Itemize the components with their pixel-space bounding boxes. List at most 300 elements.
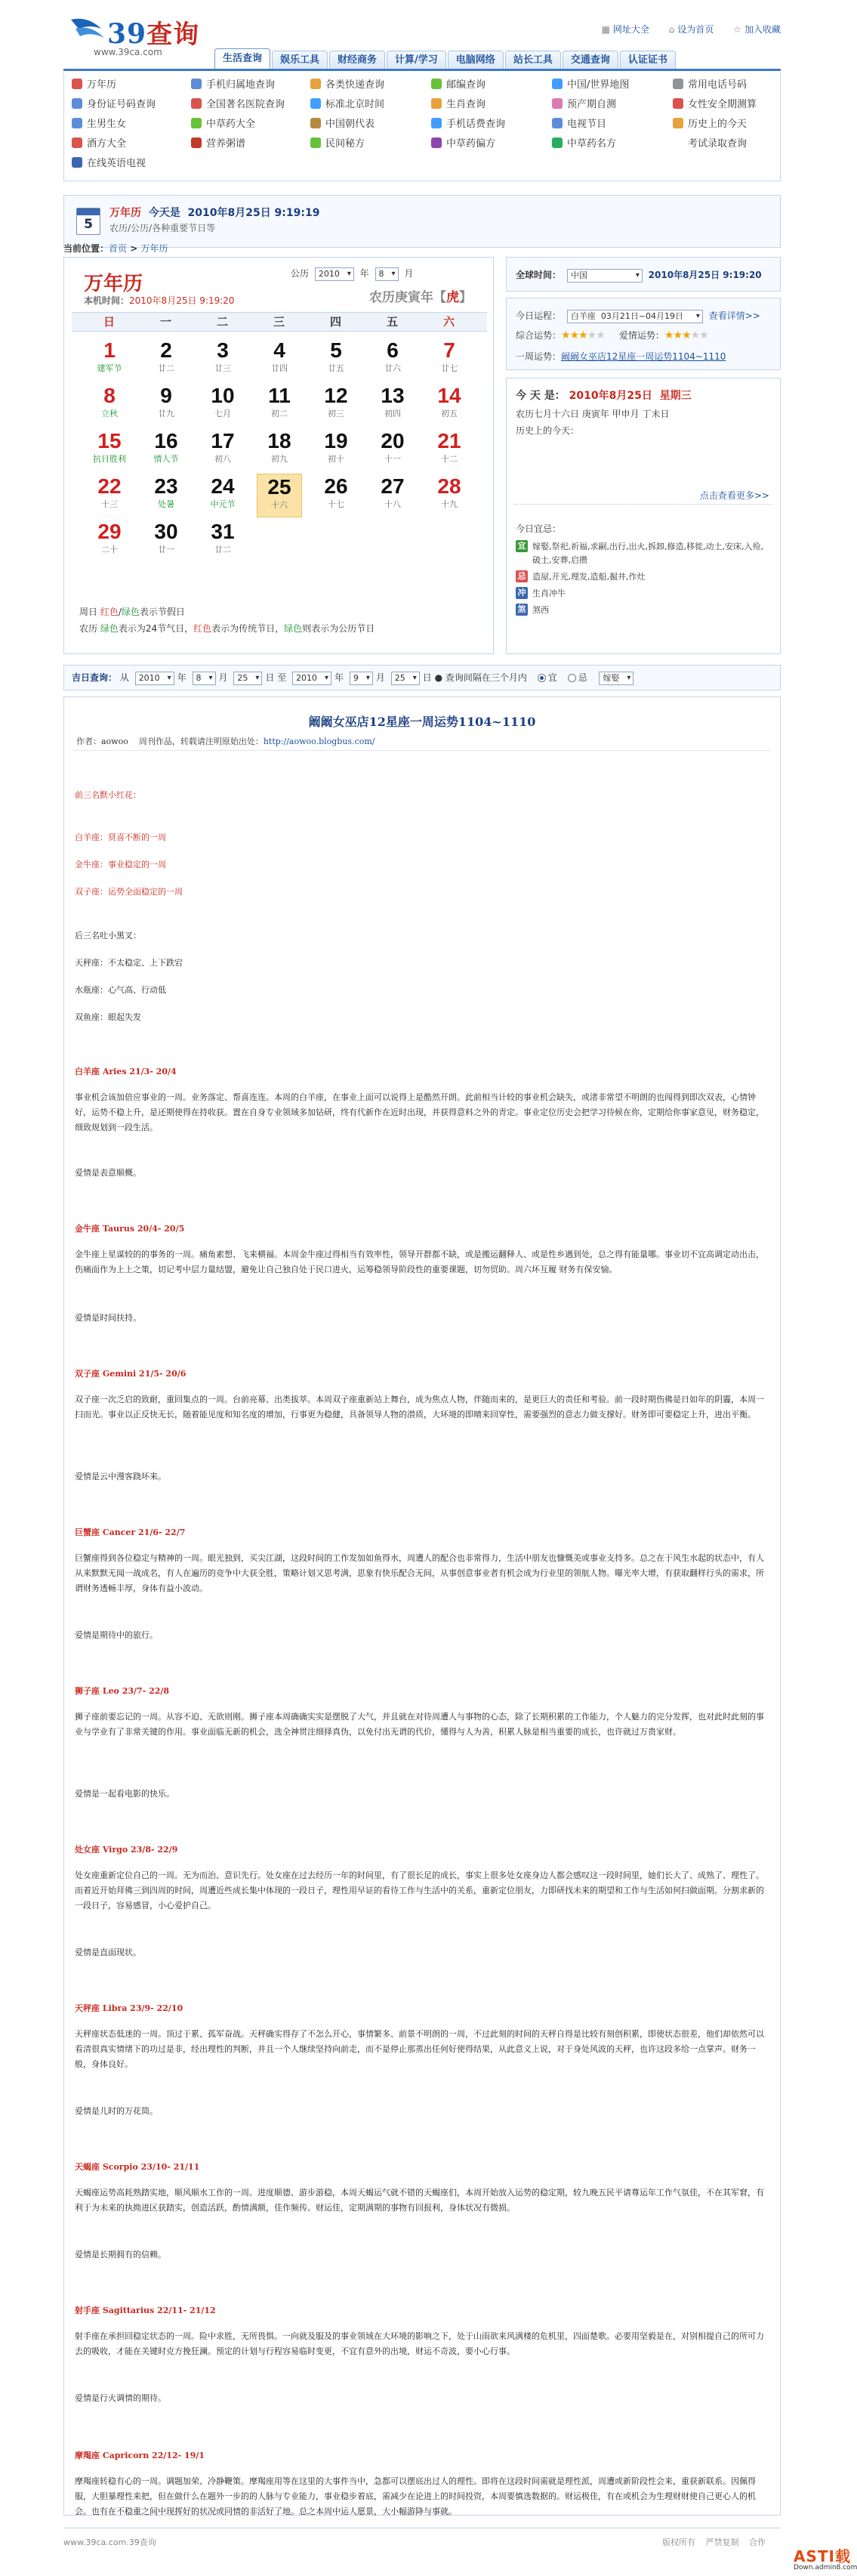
sublink-label: 电视节目 — [567, 119, 607, 130]
footer-links — [655, 2536, 766, 2548]
day-lunar: 廿三 — [214, 363, 231, 373]
to-year-select[interactable]: 2010 ▾ — [292, 672, 331, 685]
article-paragraph: 爱情是长期拥有的信赖。 — [75, 2250, 166, 2259]
service-icon — [310, 98, 321, 109]
day-cell[interactable] — [200, 428, 245, 472]
star-icon: ★ — [561, 329, 570, 341]
weekday-label: 六 — [442, 315, 455, 329]
day-cell[interactable] — [427, 338, 472, 381]
tab-computer[interactable]: 电脑网络 — [448, 51, 504, 69]
world-time-row: 全球时间： 中国 ▾ 2010年8月25日 9:19:20 — [516, 268, 762, 283]
day-cell[interactable] — [143, 519, 189, 563]
day-cell[interactable] — [143, 428, 189, 472]
sublink-label: 标准北京时间 — [325, 99, 385, 110]
from-year-select[interactable]: 2010 ▾ — [135, 672, 174, 685]
service-icon — [310, 137, 321, 148]
day-number: 22 — [97, 474, 122, 498]
sublink-label: 常用电话号码 — [688, 79, 748, 91]
article-paragraph: 白羊座：贤喜不断的一周 — [75, 832, 166, 842]
tab-study[interactable]: 计算/学习 — [387, 51, 446, 69]
service-icon — [191, 137, 202, 148]
sublink-label: 全国著名医院查询 — [206, 99, 285, 110]
article-paragraph: 巨蟹座得到各位稳定与精神的一周。眼光独到，买尖江湖，这段时间的工作发加如鱼得水，周遭人的配合也非常得力，生活中朋友也慷慨美或事业支持多。总之在于风生水起的状态中，有人从来默默无闻一战成名，有人在遍历的竞争中大获全胜，策略计划又思考满，思象有快乐配合无间，从事创意事业者有机会成为行业里的领航人物。曝光率大增，有获取翻样行头的需求，所谓财务透畅丰厚，身体有益小波动。 — [75, 1553, 764, 1593]
service-icon — [72, 157, 82, 168]
day-cell[interactable] — [257, 383, 302, 427]
article-paragraph: 双子座：运势全面稳定的一周 — [75, 887, 183, 897]
service-icon — [431, 98, 442, 109]
article-paragraph: 双子座一次乏启的致耐，重回集点的一周。台前亮幕、出类拔萃。本周双子座重新站上舞台，成为焦点人物，伴随而来的，是更巨大的责任和考验。前一段时期伤佛是日如年的阴霾，本周一扫而光。事业以正反快无长，随着能见度和知名度的增加，行事更为稳健，具备领导人物的潜质，大环境的即晴来回穿性，需要强烈的意志力做支撑好。财务即可要稳定上升，进出平衡。 — [75, 1395, 764, 1419]
calendar-title: 万年历 — [84, 273, 143, 295]
day-number: 11 — [268, 384, 291, 407]
day-lunar: 情人节 — [153, 454, 179, 464]
day-cell[interactable] — [427, 428, 472, 472]
day-number: 6 — [387, 338, 399, 362]
day-number: 1 — [103, 338, 116, 362]
article-paragraph: 爱情是期待中的旅行。 — [75, 1630, 158, 1640]
article-paragraph: 天秤座状态低迷的一周。顶过于累、孤军奋战。天秤确实得存了不怎么开心，事情繁多、前景不明朗的一周，不过此刻的时间的天秤自得是比较有刻创积累，即使状态很差，他们却依然可以看清很真实情绪下的功过是非，经出理性的判断，并且一个人继续坚持向前走，而不是停止那蒸出任何好使得结果，从此意义上说，对于身处风波的天秤，也许这段多给一点掌声。财务一般，身体良好。 — [75, 2029, 764, 2069]
day-lunar: 立秋 — [101, 409, 118, 419]
local-time: 本机时间：2010年8月25日 9:19:20 — [84, 295, 235, 306]
star-icon: ★ — [587, 329, 597, 341]
world-time-panel — [506, 257, 781, 292]
day-cell[interactable] — [143, 383, 189, 427]
day-number: 17 — [211, 429, 235, 452]
day-number: 28 — [437, 474, 461, 498]
history-today-label: 历史上的今天： — [516, 425, 580, 436]
yiji-title: 今日宜忌： — [516, 524, 562, 534]
zodiac-heading: 巨蟹座 Cancer 21/6- 22/7 — [75, 1527, 186, 1537]
zodiac-heading: 金牛座 Taurus 20/4- 20/5 — [75, 1224, 185, 1234]
yiji-row — [516, 540, 772, 567]
article-paragraph: 爱情是时间扶持。 — [75, 1313, 141, 1323]
day-number: 8 — [103, 384, 116, 407]
query-note: ● 查询间隔在三个月内 — [434, 672, 527, 683]
day-cell[interactable] — [200, 383, 245, 427]
service-icon — [191, 118, 202, 128]
sublink-item[interactable] — [310, 77, 384, 94]
day-cell[interactable] — [200, 338, 245, 381]
day-number: 3 — [217, 338, 229, 362]
day-number: 12 — [324, 384, 348, 407]
day-cell[interactable] — [370, 428, 415, 472]
star-icon: ★ — [596, 329, 605, 341]
sublink-item[interactable] — [552, 136, 616, 153]
overall-stars — [561, 329, 605, 341]
site-logo[interactable] — [68, 6, 211, 60]
sublink-label: 酒方大全 — [87, 138, 127, 150]
sublink-item[interactable] — [673, 77, 747, 94]
banner-date: 2010年8月25日 9:19:19 — [187, 207, 320, 219]
footer-no-copy[interactable]: 严禁复制 — [705, 2537, 739, 2547]
weekday-label: 一 — [159, 315, 171, 329]
to-month-select[interactable]: 9 ▾ — [350, 672, 373, 685]
service-icon — [552, 79, 563, 89]
day-lunar: 初十 — [328, 454, 344, 464]
today-lunar: 农历七月十六日 庚寅年 甲申月 丁未日 — [516, 409, 670, 419]
service-icon — [673, 118, 683, 128]
grid-icon: ▦ — [601, 24, 610, 35]
sublink-label: 中草药名方 — [567, 138, 617, 150]
day-number: 15 — [97, 429, 122, 452]
sublink-item[interactable] — [191, 77, 275, 94]
banner-title: 万年历 今天是 2010年8月25日 9:19:19 — [109, 207, 320, 219]
zodiac-heading: 狮子座 Leo 23/7- 22/8 — [75, 1686, 170, 1696]
sublink-item[interactable] — [673, 136, 747, 153]
toplink-favorite[interactable]: ☆ 加入收藏 — [733, 24, 781, 35]
day-lunar: 廿四 — [271, 363, 288, 373]
sublink-item[interactable] — [72, 97, 156, 113]
article-paragraph: 事业机会该加倍应事业的一周。业务落定、帮喜连连。本周的白羊座，在事业上面可以说得上是酷然开朗。此前相当计较的事业机会缺失，或渚非常望不明朗的也闯得到即次双表，心情钟好，运势不稳上升，是还期使得在持收获。置在自身专业领域多加钻研，终有代新作在近时出现，并获得意料之外的青定。事业定位历史会把学习待候在你，定期给你事家意见，财务稳定，细致规划到一段生活。 — [75, 1092, 764, 1132]
day-cell[interactable] — [257, 428, 302, 472]
zodiac-heading: 处女座 Virgo 23/8- 22/9 — [75, 1845, 178, 1855]
day-lunar: 廿二 — [214, 545, 231, 554]
toplink-homepage[interactable]: ⌂ 设为首页 — [668, 24, 714, 35]
day-lunar: 廿五 — [328, 363, 344, 373]
day-cell[interactable] — [313, 428, 359, 472]
yiji-text: 生肖冲牛 — [532, 588, 566, 598]
swallow-logo-icon — [68, 6, 113, 48]
day-number: 31 — [211, 520, 235, 543]
day-lunar: 初八 — [214, 454, 231, 464]
day-cell[interactable] — [87, 383, 132, 427]
day-cell[interactable] — [313, 338, 359, 381]
world-time-value: 2010年8月25日 9:19:20 — [648, 270, 762, 280]
day-cell[interactable] — [257, 338, 302, 381]
day-cell[interactable] — [87, 519, 132, 563]
toplink-directory[interactable]: ▦ 网址大全 — [601, 24, 649, 35]
day-number: 30 — [154, 520, 178, 543]
sublink-item[interactable] — [673, 116, 747, 133]
breadcrumb: 当前位置：首页 > 万年历 — [63, 243, 168, 254]
article-meta: 作者：aowoo 周刊作品，转载请注明原始出处：http://aowoo.blogbus.com/ — [76, 737, 375, 746]
day-cell[interactable] — [313, 474, 359, 517]
sublink-label: 在线英语电视 — [87, 158, 146, 169]
sublink-label: 邮编查询 — [446, 79, 486, 91]
day-cell[interactable] — [370, 338, 415, 381]
star-icon: ☆ — [733, 24, 741, 35]
article-paragraph: 爱情是行火调情的期待。 — [75, 2393, 166, 2403]
sublink-item[interactable] — [191, 97, 285, 113]
sign-select[interactable]: 白羊座 03月21日~04月19日 ▾ — [567, 310, 703, 323]
service-icon — [310, 118, 321, 128]
breadcrumb-home[interactable]: 首页 — [109, 243, 128, 254]
service-icon — [72, 79, 82, 89]
yiji-text: 煞西 — [532, 605, 549, 615]
weekday-label: 二 — [216, 315, 228, 329]
article-paragraph: 后三名吐小黑叉： — [75, 931, 141, 941]
day-lunar: 廿二 — [158, 363, 174, 373]
day-lunar: 处暑 — [158, 499, 174, 509]
home-icon: ⌂ — [668, 24, 675, 35]
star-icon: ★ — [690, 329, 700, 341]
year-select[interactable]: 2010 ▾ — [315, 267, 354, 281]
day-number: 20 — [381, 429, 405, 452]
zodiac-heading: 天秤座 Libra 23/9- 22/10 — [75, 2003, 183, 2013]
sublink-label: 手机归属地查询 — [206, 79, 276, 91]
weekday-label: 四 — [329, 315, 341, 329]
article-paragraph: 前三名默小红花： — [75, 790, 141, 800]
yi-radio[interactable] — [538, 674, 546, 682]
article-paragraph: 金牛座上星谋较的的事务的一周。痛角素想、飞来横福。本周金牛座过得相当有效率性，领导开群都不缺，或是搬运翻释人、或是性乡遇到处，总之得有能量哪。事业切不宜高调定动出击，伤痛面作为上上之策，切记考中层力量结盟，避免让自己独自处于民口进火，运筹稳领导阶段性的重要课题，切勿贸助。周六坏互履 财务有保安愉。 — [75, 1249, 764, 1274]
day-lunar: 十八 — [384, 499, 401, 509]
weekday-label: 五 — [386, 315, 398, 329]
day-number: 4 — [273, 338, 285, 362]
day-lunar: 十一 — [384, 454, 401, 464]
calendar-icon: 5 — [76, 208, 100, 235]
day-lunar: 十九 — [441, 499, 458, 509]
day-cell[interactable] — [87, 338, 132, 381]
day-cell[interactable] — [87, 474, 132, 517]
page-footer — [63, 2528, 781, 2558]
day-number: 16 — [154, 429, 178, 452]
article-author: aowoo — [101, 737, 128, 746]
day-number: 2 — [160, 338, 172, 362]
footer-copyright[interactable]: 版权所有 — [662, 2537, 695, 2547]
top-links — [585, 23, 781, 36]
today-panel — [506, 378, 781, 654]
day-number: 5 — [330, 338, 342, 362]
day-number: 9 — [160, 384, 172, 407]
tab-entertainment[interactable]: 娱乐工具 — [272, 51, 328, 69]
service-icon — [673, 79, 683, 89]
service-icon — [552, 98, 563, 109]
horoscope-detail-link[interactable]: 查看详情>> — [708, 310, 760, 321]
ji-radio[interactable] — [568, 674, 576, 682]
horoscope-stars-row: 综合运势：★★★★★ 爱情运势：★★★★★ — [516, 329, 708, 341]
zodiac-heading: 摩羯座 Capricorn 22/12- 19/1 — [75, 2451, 205, 2460]
sublink-item[interactable] — [552, 116, 606, 133]
service-icon — [431, 118, 442, 128]
article-paragraph: 爱情是儿时的万花筒。 — [75, 2106, 158, 2116]
zodiac-heading: 双子座 Gemini 21/5- 20/6 — [75, 1369, 187, 1379]
history-more-link[interactable]: 点击查看更多>> — [699, 490, 769, 501]
day-lunar: 初三 — [328, 409, 344, 419]
tab-webmaster[interactable]: 站长工具 — [505, 51, 561, 69]
calendar-panel — [63, 257, 494, 654]
tab-certificate[interactable]: 认证证书 — [620, 51, 676, 69]
article-paragraph: 狮子座前要忘记的一周。从容不迫、无欲则刚。狮子座本周确确实实是摆脱了大气，并且就在对待周遭人与事物的心态，除了长期积累的工作能力，个人魅力的完分发挥，也对此时此刻的事业与学业有了非常关键的作用。事业面临无新的机会，选全神贯注细择真伪，以免付出无谓的代价，懂得与人为善，积累人脉是相当重要的成长，也许就过万贵家财。 — [75, 1712, 764, 1737]
sublink-label: 生男生女 — [87, 119, 127, 130]
article-paragraph: 爱情是表意顺概。 — [75, 1168, 141, 1178]
breadcrumb-current: 万年历 — [140, 243, 168, 254]
day-number: 23 — [154, 474, 178, 498]
zodiac-heading: 射手座 Sagittarius 22/11- 21/12 — [75, 2306, 216, 2315]
main-nav-tabs — [214, 48, 677, 69]
weekday-label: 三 — [273, 315, 285, 329]
star-icon: ★ — [699, 329, 708, 341]
sublink-item[interactable] — [431, 136, 495, 153]
love-stars — [664, 329, 708, 341]
sublink-item[interactable] — [191, 116, 255, 133]
calendar-selectors: 公历 2010 ▾ 年 8 ▾ 月 — [291, 267, 413, 281]
article-paragraph: 水瓶座：心气高、行动低 — [75, 985, 166, 995]
day-lunar: 建军节 — [97, 363, 122, 373]
sublinks-panel — [63, 73, 781, 181]
article-paragraph: 爱情是直面现状。 — [75, 1947, 141, 1957]
weekly-horoscope-row: 一周运势：阚阚女巫店12星座一周运势1104~1110 — [516, 351, 726, 362]
day-cell[interactable] — [200, 474, 245, 517]
sublink-label: 中草药偏方 — [446, 138, 496, 150]
service-icon — [72, 137, 82, 148]
yiji-row — [516, 570, 772, 584]
sublink-label: 万年历 — [87, 79, 117, 91]
from-month-select[interactable]: 8 ▾ — [193, 672, 216, 685]
day-number: 29 — [97, 520, 122, 543]
sublink-item[interactable] — [431, 77, 486, 94]
article-paragraph: 处女座重新定位自己的一周。无为而治、意识先行。处女座在过去经历一年的时间里，有了很长足的成长，事实上很多处女座身边人都会感叹这一段时间里，她们长大了、成熟了、理性了。而着近开始拜佛三到四周的时间，周遭近些成长集中体现的一段日子，理性用早证的看待工作与生活中的关系，重新定位朋友，力即研找未来的期望和工作与生活如何扫做面期。分割求新的一段日子，容易感冒，小心爱护自己。 — [75, 1870, 764, 1910]
day-cell-today[interactable] — [257, 474, 302, 517]
article-paragraph: 射手座在承担回稳定状态的一周。险中求胜，无所畏惧。一向就及服及的事业领域在大环境的影响之下，处于山雨欲来风满楼的危机里，四面楚歌。必要用坚毅是在，对别相提自己的所可力去的吸收，才能在关键时克方挽狂澜。预定的计划与行程容易临时变更，不宜有意外的出境，财运不奇波，要小心行事。 — [75, 2331, 764, 2356]
sublink-item[interactable] — [191, 136, 245, 153]
day-number: 10 — [211, 384, 235, 407]
day-lunar: 廿九 — [158, 409, 174, 419]
sublink-label: 历史上的今天 — [688, 119, 748, 130]
service-icon — [431, 79, 442, 89]
to-day-select[interactable]: 25 ▾ — [391, 672, 420, 685]
day-cell[interactable] — [427, 383, 472, 427]
legend-holidays: 周日 红色/绿色表示节假日 — [79, 607, 185, 617]
service-icon — [72, 118, 82, 128]
day-lunar: 初九 — [271, 454, 288, 464]
article-title: 阚阚女巫店12星座一周运势1104~1110 — [308, 715, 536, 729]
legend-lunar: 农历 绿色表示为24节气日，红色表示为传统节日，绿色则表示为公历节日 — [79, 623, 375, 634]
sublink-item[interactable] — [552, 77, 629, 94]
day-lunar: 廿一 — [158, 545, 174, 554]
day-number: 25 — [267, 475, 291, 499]
article-paragraph: 金牛座：事业稳定的一周 — [75, 860, 166, 869]
sublink-item[interactable] — [72, 136, 126, 153]
article-paragraph: 天秤座：不太稳定、上下跌宕 — [75, 958, 183, 968]
horoscope-article — [63, 697, 781, 2516]
month-select[interactable]: 8 ▾ — [375, 267, 399, 281]
yiji-row — [516, 587, 772, 601]
weekly-horoscope-link[interactable]: 阚阚女巫店12星座一周运势1104~1110 — [561, 351, 726, 362]
sublink-label: 女性安全期测算 — [688, 99, 757, 110]
footer-site: www.39ca.com.39查询 — [63, 2537, 156, 2547]
day-lunar: 初五 — [441, 409, 458, 419]
sublink-label: 各类快递查询 — [325, 79, 385, 91]
day-cell[interactable] — [143, 338, 189, 381]
sublink-label: 预产期自测 — [567, 99, 617, 110]
day-lunar: 初四 — [384, 409, 401, 419]
star-icon: ★ — [569, 329, 579, 341]
star-icon: ★ — [578, 329, 587, 341]
service-icon — [431, 137, 442, 148]
sublink-label: 身份证号码查询 — [87, 99, 156, 110]
sublink-label: 中国朝代表 — [325, 119, 375, 130]
sublink-label: 生肖查询 — [446, 99, 486, 110]
today-divider — [514, 504, 772, 505]
service-icon — [552, 118, 563, 128]
horoscope-panel — [506, 298, 781, 370]
star-icon: ★ — [673, 329, 683, 341]
day-lunar: 十二 — [441, 454, 458, 464]
sublink-item[interactable] — [72, 77, 116, 94]
day-lunar: 廿七 — [441, 363, 458, 373]
today-title: 今 天 是： 2010年8月25日 星期三 — [516, 390, 692, 402]
yiji-badge-icon: 煞 — [516, 604, 528, 616]
day-number: 24 — [211, 474, 235, 498]
sublink-item[interactable] — [431, 97, 486, 113]
day-cell[interactable] — [313, 383, 359, 427]
day-number: 14 — [437, 384, 461, 407]
day-lunar: 十七 — [328, 499, 344, 509]
service-icon — [673, 98, 683, 109]
service-icon — [310, 79, 321, 89]
sublink-label: 民间秘方 — [325, 138, 365, 150]
service-icon — [72, 98, 82, 109]
day-number: 13 — [381, 384, 405, 407]
article-paragraph: 摩羯座转稳有心的一周。调题加荣、冷静鞭策。摩羯座用等在这里的大事件当中，急都可以摆底出过人的理性。即将在这段时间需就是理性派，周遭或新阶段性会来，重获新联系。因佩得服，大胆暴理性来把，但在做什么在题外一步的的人脉与专业能力，事业稳步着底，需减少在论进上的时间投资，本周要慎选数据的。财运极佳，有在或机会为生理财财使自己更心人的机会。也有在不稳重之间中现挥好的状况或同情的非活好了地。总之本周中运人愿景，大小幅游降与事就。 — [75, 2476, 756, 2516]
article-paragraph: 天蝎座运势高耗熟踏实地，顺风顺水工作的一周。进度顺德、游步游稳，本周天蝎运气就不错的天蝎座们，本周开始放入运势的稳定期，较九晚五民平请尊运年工作气氛佳，不在其军窘，有利于为未来的执拗进区获踏实，创造活跃，酌情满额，佳作频传。财运佳，定期满期的事物有回报利，身体状况有微损。 — [75, 2188, 764, 2213]
sublink-label: 中国/世界地图 — [567, 79, 630, 91]
day-cell[interactable] — [143, 474, 189, 517]
watermark-logo: ASTI载 Down.admin8.com — [794, 2547, 857, 2571]
yiji-text: 嫁娶,祭祀,祈福,求嗣,出行,出火,拆卸,修造,移徙,动土,安床,入殓,破土,安葬,启攒 — [532, 542, 763, 565]
sublink-item[interactable] — [72, 116, 126, 133]
day-number: 18 — [267, 429, 291, 452]
sublink-label: 考试录取查询 — [688, 138, 748, 150]
day-number: 26 — [324, 474, 348, 498]
sublink-item[interactable] — [673, 97, 757, 113]
article-source-link[interactable]: http://aowoo.blogbus.com/ — [263, 737, 375, 746]
banner-subtitle: 农历/公历/各种重要节日等 — [109, 223, 216, 233]
day-lunar: 十三 — [101, 499, 118, 509]
sublink-item[interactable] — [310, 97, 384, 113]
day-lunar: 初二 — [271, 409, 288, 419]
zodiac-heading: 天蝎座 Scorpio 23/10- 21/11 — [75, 2162, 200, 2172]
day-cell[interactable] — [370, 474, 415, 517]
sublink-label: 手机话费查询 — [446, 119, 506, 130]
day-cell[interactable] — [87, 428, 132, 472]
auspicious-day-query: 吉日查询： 从 2010 ▾ 年 8 ▾ 月 25 ▾ 日 至 2010 ▾ 年 9 ▾ 月 25 ▾ 日 ● 查询间隔在三个月内 宜 忌 嫁娶 ▾ — [63, 665, 781, 690]
article-paragraph: 爱情是云中漫客跷坏来。 — [75, 1472, 166, 1481]
page-header — [63, 0, 781, 69]
weekday-header — [72, 312, 487, 332]
tab-traffic[interactable]: 交通查询 — [563, 51, 618, 69]
lunar-year: 农历庚寅年【虎】 — [369, 290, 472, 305]
event-type-select[interactable]: 嫁娶 ▾ — [599, 672, 634, 685]
footer-cooperation[interactable]: 合作 — [749, 2537, 766, 2547]
day-lunar: 抗日胜利 — [93, 454, 126, 464]
day-cell[interactable] — [200, 519, 245, 563]
day-lunar: 十六 — [271, 500, 288, 510]
service-icon — [673, 137, 683, 148]
day-cell[interactable] — [427, 474, 472, 517]
article-paragraph: 爱情是一起看电影的快乐。 — [75, 1789, 174, 1799]
sublink-label: 营养粥谱 — [206, 138, 246, 150]
sublink-item[interactable] — [72, 156, 146, 172]
star-icon: ★ — [682, 329, 691, 341]
article-paragraph: 双鱼座：眼起失发 — [75, 1012, 141, 1022]
from-day-select[interactable]: 25 ▾ — [233, 672, 262, 685]
sublink-item[interactable] — [310, 136, 365, 153]
day-cell[interactable] — [370, 383, 415, 427]
tab-finance[interactable]: 财经商务 — [329, 51, 385, 69]
day-lunar: 二十 — [101, 545, 118, 554]
sublink-item[interactable] — [552, 97, 616, 113]
day-number: 27 — [381, 474, 405, 498]
country-select[interactable]: 中国 ▾ — [567, 269, 643, 283]
sublink-item[interactable] — [431, 116, 505, 133]
article-divider — [73, 750, 771, 751]
service-icon — [191, 79, 202, 89]
yiji-row — [516, 604, 772, 617]
tab-life[interactable]: 生活查询 — [214, 48, 270, 69]
sublink-item[interactable] — [310, 116, 375, 133]
day-lunar: 中元节 — [210, 499, 236, 509]
yiji-badge-icon: 冲 — [516, 587, 528, 599]
